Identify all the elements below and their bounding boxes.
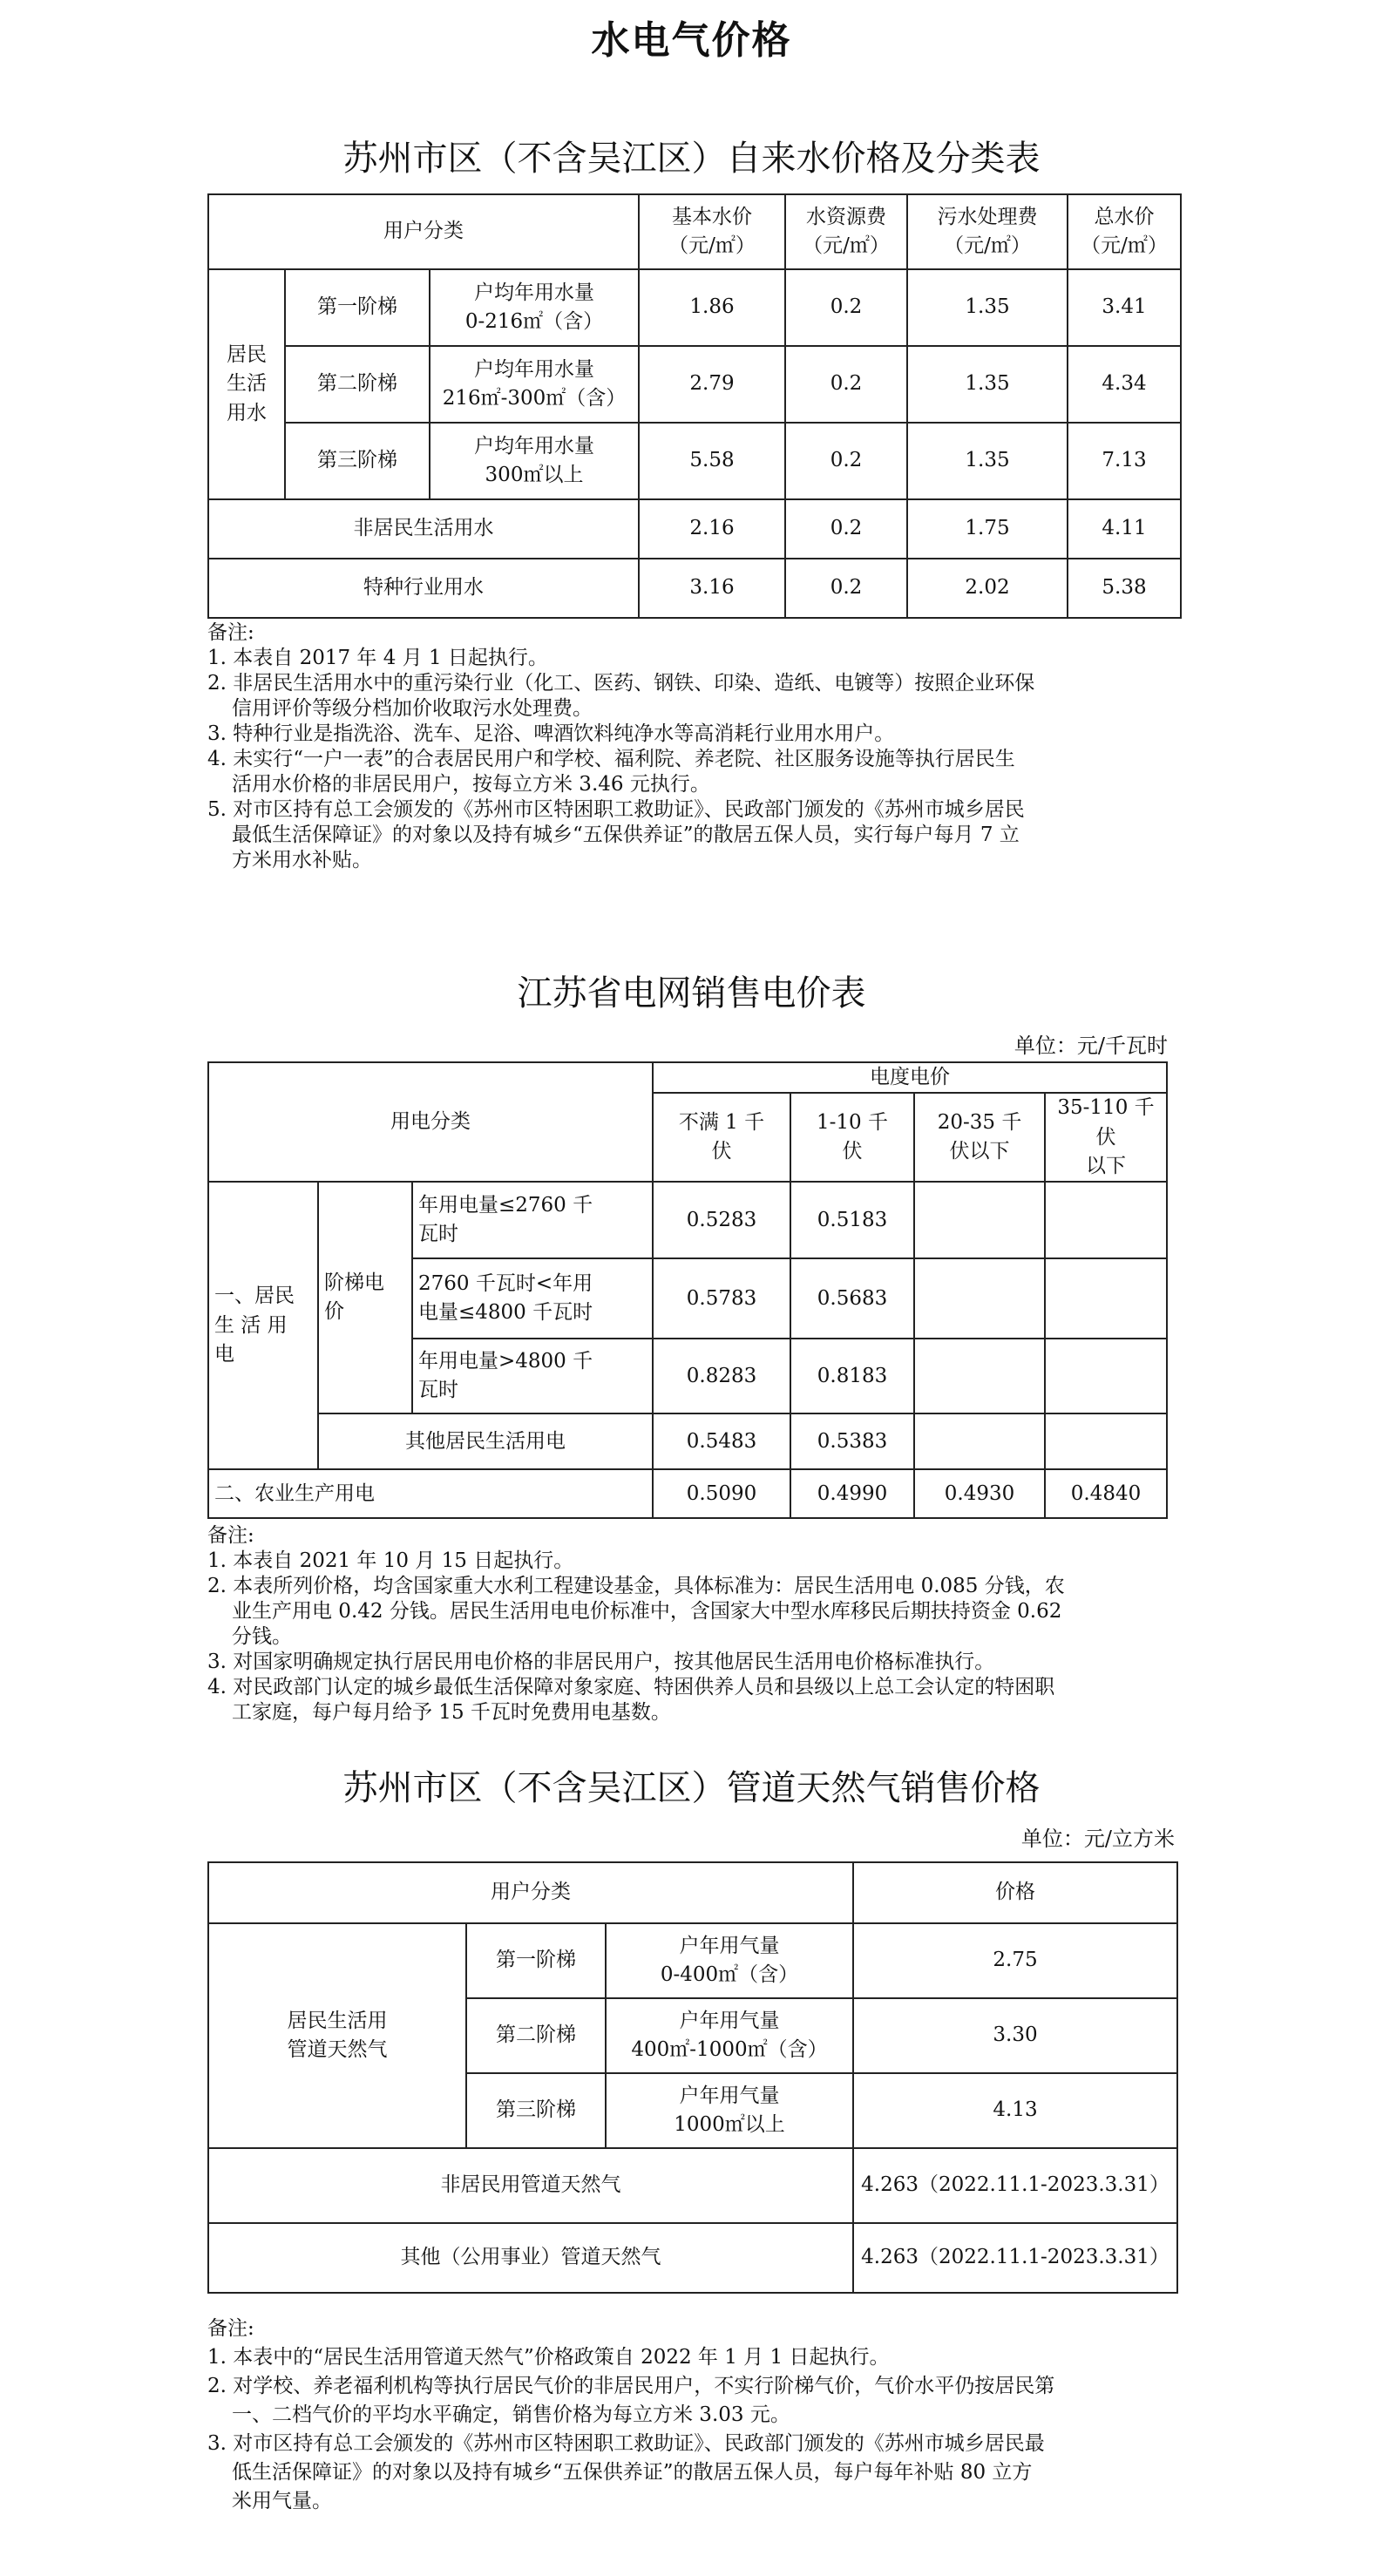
- water-tier-label: 第一阶梯: [285, 269, 430, 346]
- gas-row-public: [208, 2223, 1177, 2293]
- gas-tier-desc: 户年用气量 400㎡-1000㎡（含）: [606, 1998, 853, 2073]
- gas-notes: [207, 2315, 1183, 2516]
- elec-price-col4: [1045, 1413, 1167, 1469]
- gas-note-1: 1. 本表中的“居民生活用管道天然气”价格政策自 2022 年 1 月 1 日起执行。: [207, 2346, 890, 2369]
- water-resource-fee: 0.2: [785, 499, 907, 559]
- gas-tier-desc: 户年用气量 1000㎡以上: [606, 2073, 853, 2148]
- water-sewage-fee: 1.35: [907, 346, 1068, 423]
- water-row-tier2: [208, 346, 1181, 423]
- elec-row-other: [208, 1413, 1167, 1469]
- water-notes: [207, 620, 1183, 873]
- elec-row-agriculture: [208, 1469, 1167, 1518]
- water-head-sewage: 污水处理费 （元/㎡）: [907, 194, 1068, 269]
- elec-head-category: 用电分类: [208, 1062, 653, 1182]
- elec-price-col4: [1045, 1182, 1167, 1258]
- water-tier-label: 第二阶梯: [285, 346, 430, 423]
- elec-price-col1: 0.5283: [653, 1182, 790, 1258]
- water-base-price: 1.86: [639, 269, 785, 346]
- water-total-price: 4.34: [1068, 346, 1181, 423]
- gas-public-label: 其他（公用事业）管道天然气: [208, 2223, 853, 2293]
- water-table-title: 苏州市区（不含吴江区）自来水价格及分类表: [342, 139, 1041, 179]
- elec-note-3: 3. 对国家明确规定执行居民用电价格的非居民用户，按其他居民生活用电价格标准执行。: [207, 1651, 995, 1673]
- water-resource-fee: 0.2: [785, 423, 907, 499]
- elec-note-4: 4. 对民政部门认定的城乡最低生活保障对象家庭、特困供养人员和县级以上总工会认定的特困职 工家庭，每户每月给予 15 千瓦时免费用电基数。: [207, 1676, 1055, 1724]
- gas-price-table: [207, 1861, 1178, 2294]
- water-resource-fee: 0.2: [785, 346, 907, 423]
- gas-price: 3.30: [853, 1998, 1177, 2073]
- water-base-price: 5.58: [639, 423, 785, 499]
- elec-price-col1: 0.5090: [653, 1469, 790, 1518]
- elec-price-col4: [1045, 1258, 1167, 1339]
- elec-tier-desc: 年用电量≤2760 千 瓦时: [412, 1182, 653, 1258]
- gas-tier-label: 第一阶梯: [466, 1923, 606, 1998]
- electricity-price-table: [207, 1061, 1168, 1519]
- elec-row-tier1: [208, 1182, 1167, 1258]
- water-head-resource: 水资源费 （元/㎡）: [785, 194, 907, 269]
- elec-head-col3: 20-35 千 伏以下: [914, 1093, 1045, 1182]
- gas-price: 4.263（2022.11.1-2023.3.31）: [853, 2148, 1177, 2223]
- elec-note-2: 2. 本表所列价格，均含国家重大水利工程建设基金，具体标准为：居民生活用电 0.085 分钱，农 业生产用电 0.42 分钱。居民生活用电电价标准中，含国家大中型水库移民后期扶持资金 0.62 分钱。: [207, 1575, 1065, 1648]
- elec-price-col2: 0.5383: [790, 1413, 914, 1469]
- gas-price: 4.13: [853, 2073, 1177, 2148]
- elec-price-col3: [914, 1339, 1045, 1413]
- gas-tier-label: 第二阶梯: [466, 1998, 606, 2073]
- elec-price-col3: [914, 1413, 1045, 1469]
- gas-row-tier1: [208, 1923, 1177, 1998]
- water-tier-desc: 户均年用水量 216㎡-300㎡（含）: [430, 346, 639, 423]
- water-sewage-fee: 2.02: [907, 559, 1068, 618]
- page-title: 水电气价格: [591, 18, 792, 63]
- gas-head-category: 用户分类: [208, 1862, 853, 1923]
- elec-agri-label: 二、农业生产用电: [208, 1469, 653, 1518]
- elec-price-col2: 0.5683: [790, 1258, 914, 1339]
- water-note-3: 3. 特种行业是指洗浴、洗车、足浴、啤酒饮料纯净水等高消耗行业用水用户。: [207, 722, 895, 745]
- water-note-4: 4. 未实行“一户一表”的合表居民用户和学校、福利院、养老院、社区服务设施等执行居民生 活用水价格的非居民用户，按每立方米 3.46 元执行。: [207, 748, 1015, 796]
- gas-unit-label: 单位：元/立方米: [1020, 1827, 1175, 1851]
- elec-price-col1: 0.5783: [653, 1258, 790, 1339]
- elec-table-title: 江苏省电网销售电价表: [517, 973, 866, 1013]
- gas-table-title: 苏州市区（不含吴江区）管道天然气销售价格: [342, 1768, 1041, 1808]
- water-base-price: 3.16: [639, 559, 785, 618]
- elec-price-col1: 0.8283: [653, 1339, 790, 1413]
- water-head-category: 用户分类: [208, 194, 639, 269]
- gas-head-price: 价格: [853, 1862, 1177, 1923]
- elec-price-col3: [914, 1258, 1045, 1339]
- elec-tier-group-label: 阶梯电 价: [318, 1182, 412, 1413]
- water-total-price: 3.41: [1068, 269, 1181, 346]
- gas-nonres-label: 非居民用管道天然气: [208, 2148, 853, 2223]
- water-row-nonresidential: [208, 499, 1181, 559]
- water-total-price: 7.13: [1068, 423, 1181, 499]
- elec-price-col3: [914, 1182, 1045, 1258]
- elec-price-col2: 0.4990: [790, 1469, 914, 1518]
- water-note-2: 2. 非居民生活用水中的重污染行业（化工、医药、钢铁、印染、造纸、电镀等）按照企业环保 信用评价等级分档加价收取污水处理费。: [207, 672, 1035, 720]
- water-row-tier3: [208, 423, 1181, 499]
- water-sewage-fee: 1.35: [907, 423, 1068, 499]
- water-base-price: 2.79: [639, 346, 785, 423]
- gas-tier-desc: 户年用气量 0-400㎡（含）: [606, 1923, 853, 1998]
- elec-head-col2: 1-10 千 伏: [790, 1093, 914, 1182]
- gas-price: 2.75: [853, 1923, 1177, 1998]
- elec-notes-label: 备注:: [207, 1524, 254, 1547]
- water-head-total: 总水价 （元/㎡）: [1068, 194, 1181, 269]
- elec-tier-desc: 年用电量>4800 千 瓦时: [412, 1339, 653, 1413]
- gas-note-3: 3. 对市区持有总工会颁发的《苏州市区特困职工救助证》、民政部门颁发的《苏州市城乡居民最 低生活保障证》的对象以及持有城乡“五保供养证”的散居五保人员，每户每年补贴 80 立方 米用气量。: [207, 2432, 1045, 2512]
- elec-price-col4: 0.4840: [1045, 1469, 1167, 1518]
- water-tier-desc: 户均年用水量 0-216㎡（含）: [430, 269, 639, 346]
- gas-row-nonresidential: [208, 2148, 1177, 2223]
- gas-residential-label: 居民生活用 管道天然气: [208, 1923, 466, 2148]
- water-tier-label: 第三阶梯: [285, 423, 430, 499]
- water-nonres-label: 非居民生活用水: [208, 499, 639, 559]
- water-tier-desc: 户均年用水量 300㎡以上: [430, 423, 639, 499]
- water-resource-fee: 0.2: [785, 559, 907, 618]
- elec-head-col4: 35-110 千伏 以下: [1045, 1093, 1167, 1182]
- gas-notes-label: 备注:: [207, 2317, 254, 2340]
- gas-tier-label: 第三阶梯: [466, 2073, 606, 2148]
- water-total-price: 5.38: [1068, 559, 1181, 618]
- water-price-table: [207, 193, 1182, 619]
- gas-price: 4.263（2022.11.1-2023.3.31）: [853, 2223, 1177, 2293]
- elec-tier-desc: 2760 千瓦时<年用 电量≤4800 千瓦时: [412, 1258, 653, 1339]
- water-sewage-fee: 1.75: [907, 499, 1068, 559]
- elec-price-col3: 0.4930: [914, 1469, 1045, 1518]
- water-note-1: 1. 本表自 2017 年 4 月 1 日起执行。: [207, 647, 548, 669]
- water-note-5: 5. 对市区持有总工会颁发的《苏州市区特困职工救助证》、民政部门颁发的《苏州市城乡居民 最低生活保障证》的对象以及持有城乡“五保供养证”的散居五保人员，实行每户每月 7 立 方米用水补贴。: [207, 798, 1025, 871]
- elec-residential-label: 一、居民 生 活 用 电: [208, 1182, 318, 1469]
- water-head-base: 基本水价 （元/㎡）: [639, 194, 785, 269]
- water-row-special: [208, 559, 1181, 618]
- water-row-tier1: [208, 269, 1181, 346]
- elec-price-col1: 0.5483: [653, 1413, 790, 1469]
- elec-head-col1: 不满 1 千 伏: [653, 1093, 790, 1182]
- elec-price-col2: 0.5183: [790, 1182, 914, 1258]
- water-sewage-fee: 1.35: [907, 269, 1068, 346]
- elec-unit-label: 单位：元/千瓦时: [1014, 1034, 1168, 1058]
- water-base-price: 2.16: [639, 499, 785, 559]
- gas-note-2: 2. 对学校、养老福利机构等执行居民气价的非居民用户，不实行阶梯气价，气价水平仍按居民第 一、二档气价的平均水平确定，销售价格为每立方米 3.03 元。: [207, 2375, 1055, 2426]
- elec-price-col2: 0.8183: [790, 1339, 914, 1413]
- water-residential-label: 居民 生活 用水: [208, 269, 285, 499]
- water-resource-fee: 0.2: [785, 269, 907, 346]
- elec-notes: [207, 1523, 1183, 1725]
- elec-other-label: 其他居民生活用电: [318, 1413, 653, 1469]
- water-total-price: 4.11: [1068, 499, 1181, 559]
- elec-price-col4: [1045, 1339, 1167, 1413]
- elec-note-1: 1. 本表自 2021 年 10 月 15 日起执行。: [207, 1549, 574, 1572]
- elec-head-price: 电度电价: [653, 1062, 1167, 1093]
- water-notes-label: 备注:: [207, 621, 254, 644]
- water-special-label: 特种行业用水: [208, 559, 639, 618]
